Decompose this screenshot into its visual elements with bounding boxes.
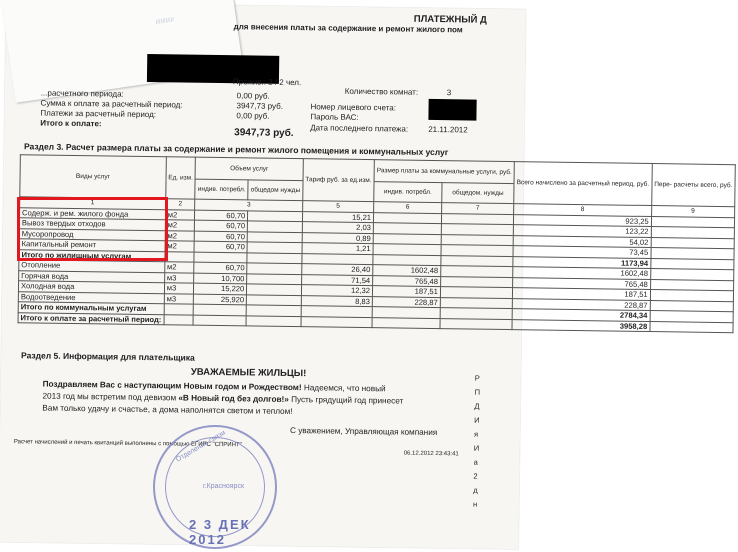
right-margin-char: П [474, 387, 481, 397]
col-number: 1 [20, 197, 166, 210]
service-name: Итого к оплате за расчетный период: [18, 312, 164, 325]
volume-common-cell [248, 221, 303, 232]
password-label: Пароль ВАС: [310, 112, 359, 122]
volume-ind-cell [194, 252, 247, 263]
service-name: Отопление [19, 260, 165, 273]
tariff-cell: 71,54 [301, 274, 372, 285]
volume-common-cell [247, 273, 302, 284]
notice-signature: С уважением, Управляющая компания [289, 426, 438, 438]
right-margin-char: Д [474, 401, 480, 411]
volume-common-cell [247, 252, 302, 263]
tariff-cell: 0,89 [302, 232, 373, 243]
total-value: 3947,73 руб. [234, 127, 294, 140]
highlight-box-housing-services [17, 197, 168, 261]
col-number: 3 [195, 199, 303, 211]
volume-ind-cell: 60,70 [195, 220, 248, 231]
col-number: 2 [165, 199, 195, 210]
volume-ind-cell [194, 304, 247, 315]
unit-cell: м2 [165, 262, 195, 273]
recalc-cell [650, 321, 733, 333]
unit-cell: м2 [165, 230, 195, 241]
notice-line-2a: 2013 год мы встретим под девизом [42, 391, 177, 403]
service-name: Итого по коммунальным услугам [18, 302, 164, 315]
col-number: 8 [514, 204, 652, 216]
volume-ind-cell: 15,220 [194, 283, 247, 294]
notice-line-2c: Пусть грядущий год принесет [291, 395, 404, 406]
payment-ind-cell: 1602,48 [373, 265, 441, 276]
header-volume: Объем услуг [195, 157, 303, 180]
right-margin-text [473, 374, 480, 514]
service-name: Холодная вода [18, 281, 164, 294]
accrued-cell: 1173,94 [513, 256, 651, 268]
folded-sheet-corner [0, 0, 243, 103]
volume-ind-cell: 60,70 [194, 241, 247, 252]
section5-title: Раздел 5. Информация для плательщика [20, 350, 195, 363]
unit-cell: м2 [165, 220, 195, 231]
payment-ind-cell: 765,48 [373, 275, 441, 286]
volume-common-cell [247, 231, 302, 242]
volume-common-cell [248, 210, 303, 221]
last-payment-label: Дата последнего платежа: [310, 123, 409, 134]
col-number: 6 [374, 202, 442, 213]
service-name: Водоотведение [18, 291, 164, 304]
document-title: ПЛАТЕЖНЫЙ Д [413, 13, 487, 26]
payment-ind-cell: 228,87 [372, 296, 440, 307]
unit-cell: м3 [164, 293, 194, 304]
header-recalc: Пере- расчеты всего, руб. [651, 164, 735, 207]
total-label: Итого к оплате: [40, 118, 102, 129]
accrued-cell: 187,51 [513, 288, 651, 300]
period-label: ...расчетного периода: [40, 88, 124, 99]
right-margin-char: И [473, 443, 480, 453]
section3-title: Раздел 3. Расчет размера платы за содержание и ремонт жилого помещения и коммунальных услуг [23, 141, 449, 158]
accrued-cell: 123,22 [513, 225, 651, 237]
account-number-label: Номер лицевого счета: [310, 102, 397, 113]
right-margin-char: н [472, 499, 478, 509]
accrued-cell: 228,87 [512, 298, 650, 310]
payment-common-cell [440, 318, 512, 330]
right-margin-char: я [473, 429, 479, 439]
due-value: 3947,73 руб. [236, 101, 284, 111]
tariff-cell: 15,21 [302, 211, 373, 222]
rooms-value: 3 [446, 88, 452, 98]
notice-line-3: Вам только удачу и счастье, а дома наполнятся светом и теплом! [42, 403, 293, 417]
unit-cell: м3 [164, 272, 194, 283]
volume-common-cell [246, 305, 301, 316]
volume-common-cell [247, 284, 302, 295]
redaction-bar-account [428, 99, 476, 121]
accrued-cell: 765,48 [513, 277, 651, 289]
accrued-cell: 3958,28 [512, 319, 650, 331]
volume-ind-cell: 10,700 [194, 273, 247, 284]
service-name: Горячая вода [19, 270, 165, 283]
footer-note: Расчет начислений и печать квитанций выполнены с помощью ЕГИРС "СПРИНТ" [13, 439, 242, 449]
payment-ind-cell: 187,51 [372, 286, 440, 297]
header-service: Виды услуг [20, 155, 166, 199]
payment-ind-cell [372, 317, 440, 328]
last-payment-value: 21.11.2012 [428, 124, 468, 135]
stamp-city: г.Красноярск [203, 483, 245, 490]
unit-cell: м2 [165, 209, 195, 220]
col-number: 5 [302, 201, 373, 212]
header-volume-ind: индив. потребл. [195, 179, 248, 200]
notice-motto: «В Новый год без долгов!» [178, 393, 289, 404]
sheet-scribble: /////////// [155, 17, 175, 26]
volume-ind-cell: 60,70 [195, 210, 248, 221]
header-payment: Размер платы за коммунальные услуги, руб. [374, 160, 514, 184]
accrued-cell: 54,02 [513, 235, 651, 247]
tariff-cell: 2,03 [302, 222, 373, 233]
notice-line-1-tail: Надеемся, что новый [303, 383, 386, 394]
header-unit: Ед. изм. [166, 157, 196, 199]
volume-ind-cell: 25,920 [194, 294, 247, 305]
service-name: Содерж. и рем. жилого фонда [19, 207, 165, 220]
volume-common-cell [247, 263, 302, 274]
right-margin-char: Р [474, 373, 480, 383]
tariff-cell [301, 316, 372, 327]
unit-cell: м2 [165, 241, 195, 252]
unit-cell [164, 304, 194, 315]
notice-greeting: УВАЖАЕМЫЕ ЖИЛЬЦЫ! [190, 366, 307, 380]
tariff-cell: 8,83 [301, 295, 372, 306]
accrued-cell: 2784,34 [512, 309, 650, 321]
accrued-cell: 73,45 [513, 246, 651, 258]
due-label: Сумма к оплате за расчетный период: [40, 98, 183, 110]
service-name: Капитальный ремонт [19, 239, 165, 252]
stamp-top-text: Отделение связи [174, 429, 227, 464]
header-payment-ind: индив. потребл. [374, 182, 442, 203]
volume-common-cell [247, 294, 302, 305]
unit-cell [165, 251, 195, 262]
rooms-label: Количество комнат: [344, 86, 419, 97]
volume-common-cell [247, 242, 302, 253]
col-number: 7 [441, 203, 513, 215]
document-subtitle: для внесения платы за содержание и ремонт жилого пом [233, 22, 463, 35]
unit-cell [164, 314, 194, 325]
notice-congrats: Поздравляем Вас с наступающим Новым годом и Рождеством! [42, 379, 302, 393]
right-margin-char: д [473, 485, 478, 495]
residents-info: Прожив.: 2 / 2 чел. [232, 77, 302, 88]
header-payment-common: общедом. нужды [442, 183, 515, 204]
volume-ind-cell [193, 315, 246, 326]
header-tariff: Тариф руб. за ед.изм. [303, 159, 375, 202]
header-volume-common: общедом нужды [248, 180, 303, 201]
period-value: 0,00 руб. [236, 91, 270, 101]
stamp-date: 2 3 ДЕК 2012 [189, 517, 251, 547]
tariff-cell: 1,21 [302, 243, 373, 254]
service-name: Итого по жилищным услугам [19, 249, 165, 262]
right-margin-char: а [473, 457, 478, 467]
postal-stamp [153, 425, 277, 549]
accrued-cell: 923,25 [514, 214, 652, 226]
tariff-cell: 12,32 [301, 285, 372, 296]
paid-label: Платежи за расчетный период: [40, 108, 157, 120]
volume-ind-cell: 60,70 [195, 231, 248, 242]
unit-cell: м3 [164, 283, 194, 294]
col-number: 9 [651, 206, 734, 218]
volume-common-cell [246, 315, 301, 326]
right-margin-char: 2 [473, 471, 478, 481]
header-accrued: Всего начислено за расчетный период, руб. [514, 162, 652, 206]
footer-timestamp: 06.12.2012 23:43:41 [403, 450, 459, 458]
tariff-cell: 26,40 [302, 264, 373, 275]
service-name: Вывоз твердых отходов [19, 218, 165, 231]
volume-ind-cell: 60,70 [194, 262, 247, 273]
accrued-cell: 1602,48 [513, 267, 651, 279]
paid-value: 0,00 руб. [236, 111, 270, 121]
right-margin-char: И [474, 415, 480, 425]
service-name: Мусоропровод [19, 228, 165, 241]
